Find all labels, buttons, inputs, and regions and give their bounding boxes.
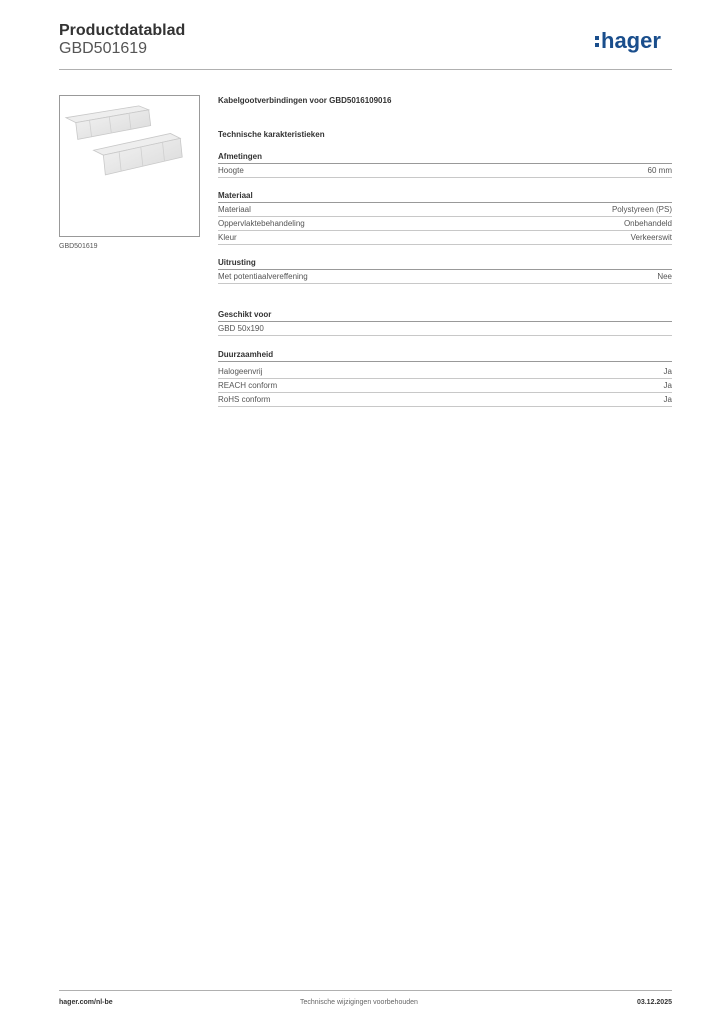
page-title: Productdatablad [59,22,186,39]
row-label: Kleur [218,233,237,242]
product-description: Kabelgootverbindingen voor GBD5016109016 [218,96,392,105]
section-uitrusting [218,256,672,284]
row-value: Polystyreen (PS) [611,205,672,214]
row-value: Verkeerswit [630,233,672,242]
section-title: Uitrusting [218,256,672,270]
section-title: Materiaal [218,189,672,203]
table-row [218,393,672,407]
row-value: Nee [657,272,672,281]
footer-date: 03.12.2025 [636,999,672,1006]
table-row [218,365,672,379]
row-value: 60 mm [647,166,672,175]
table-row [218,322,672,336]
section-title: Geschikt voor [218,308,672,322]
section-title: Duurzaamheid [218,348,672,362]
row-label: Oppervlaktebehandeling [218,219,305,228]
hager-logo-icon [594,28,674,56]
row-value: Onbehandeld [623,219,672,228]
product-details [218,95,672,407]
tech-characteristics-title: Technische karakteristieken [218,130,325,139]
table-row [218,203,672,217]
table-row [218,217,672,231]
product-image [59,95,200,237]
section-materiaal [218,189,672,245]
hager-logo [594,28,674,56]
footer-website-link[interactable]: hager.com/nl-be [59,999,113,1006]
image-caption: GBD501619 [59,243,98,250]
row-value: Ja [663,367,672,376]
product-code: GBD501619 [59,40,148,57]
section-geschikt-voor [218,308,672,336]
row-label: REACH conform [218,381,278,390]
row-value: Ja [663,381,672,390]
footer-notice: Technische wijzigingen voorbehouden [300,999,418,1006]
footer-divider [59,990,672,991]
logo-text: hager [601,28,661,53]
row-label: RoHS conform [218,395,271,404]
row-label: Hoogte [218,166,244,175]
table-row [218,164,672,178]
header-divider [59,69,672,70]
table-row [218,379,672,393]
row-label: Halogeenvrij [218,367,263,376]
section-title: Afmetingen [218,150,672,164]
row-value: Ja [663,395,672,404]
table-row [218,231,672,245]
row-label: Materiaal [218,205,251,214]
table-row [218,270,672,284]
row-label: GBD 50x190 [218,324,264,333]
section-afmetingen [218,150,672,178]
row-label: Met potentiaalvereffening [218,272,308,281]
product-image-icon [60,96,199,236]
section-duurzaamheid [218,348,672,407]
